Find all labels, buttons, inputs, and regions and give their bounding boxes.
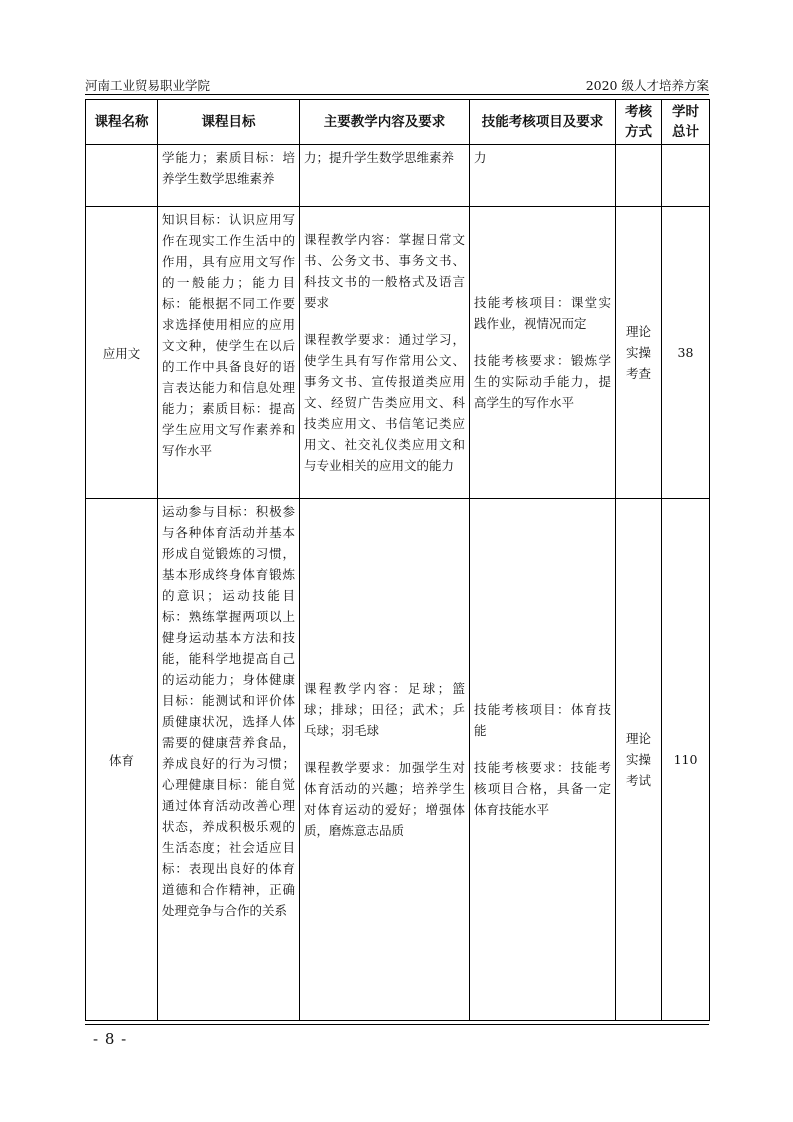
course-skill-text: 技能考核项目：课堂实践作业，视情况而定 (474, 295, 611, 331)
course-name-cell: 体育 (86, 499, 158, 1021)
table-row (86, 499, 710, 1021)
course-requirement-text: 课程教学要求：加强学生对体育活动的兴趣；培养学生对体育运动的爱好；增强体质，磨炼意志品质 (304, 760, 465, 838)
col-header-hours (662, 100, 710, 145)
course-method-cell (616, 207, 662, 499)
col-header-goal: 课程目标 (158, 100, 300, 145)
course-hours-cell (662, 145, 710, 207)
course-method-cell (616, 499, 662, 1021)
course-goal-text: 学能力；素质目标：培养学生数学思维素养 (162, 150, 295, 186)
page-number: - 8 - (93, 1030, 128, 1048)
course-name-cell (86, 145, 158, 207)
course-skill-requirement-text: 技能考核要求：技能考核项目合格，具备一定体育技能水平 (474, 760, 611, 817)
table-header-row (86, 100, 710, 145)
course-hours-cell: 110 (662, 499, 710, 1021)
course-skill-cell (470, 145, 616, 207)
col-header-hours-line2: 总计 (672, 124, 699, 140)
course-skill-cell (470, 499, 616, 1021)
school-name: 河南工业贸易职业学院 (85, 78, 211, 93)
col-header-method-line2: 方式 (625, 124, 652, 140)
course-content-cell (300, 145, 470, 207)
table-row (86, 207, 710, 499)
course-skill-text: 技能考核项目：体育技能 (474, 702, 611, 738)
program-title: 2020 级人才培养方案 (585, 78, 709, 93)
course-hours-cell: 38 (662, 207, 710, 499)
course-goal-text: 知识目标：认识应用写作在现实工作生活中的作用，具有应用文写作的一般能力；能力目标：能根据不同工作要求选择使用相应的应用文文种，使学生在以后的工作中具备良好的语言表达能力和信息处理能力；素质目标：提高学生应用文写作素养和写作水平 (162, 212, 295, 458)
course-content-text: 课程教学内容：足球；篮球；排球；田径；武术；乒乓球；羽毛球 (304, 681, 465, 738)
course-content-text: 力；提升学生数学思维素养 (304, 150, 455, 165)
col-header-content: 主要教学内容及要求 (300, 100, 470, 145)
col-header-method-line1: 考核 (625, 104, 652, 120)
course-name-cell: 应用文 (86, 207, 158, 499)
footer-divider (85, 1024, 709, 1025)
course-goal-cell (158, 499, 300, 1021)
course-skill-cell (470, 207, 616, 499)
course-content-cell (300, 207, 470, 499)
course-goal-text: 运动参与目标：积极参与各种体育活动并基本形成自觉锻炼的习惯，基本形成终身体育锻炼的意识；运动技能目标：熟练掌握两项以上健身运动基本方法和技能，能科学地提高自己的运动能力；身体健康目标：能测试和评价体质健康状况，选择人体需要的健康营养食品，养成良好的行为习惯；心理健康目标：能自觉通过体育活动改善心理状态，养成积极乐观的生活态度；社会适应目标：表现出良好的体育道德和合作精神，正确处理竞争与合作的关系 (162, 504, 295, 918)
course-skill-requirement-text: 技能考核要求：锻炼学生的实际动手能力，提高学生的写作水平 (474, 353, 611, 410)
col-header-name: 课程名称 (86, 100, 158, 145)
course-table (85, 99, 710, 1021)
course-content-cell (300, 499, 470, 1021)
course-skill-text: 力 (474, 150, 487, 165)
course-method-cell (616, 145, 662, 207)
course-goal-cell (158, 207, 300, 499)
col-header-skill: 技能考核项目及要求 (470, 100, 616, 145)
col-header-method (616, 100, 662, 145)
table-row (86, 145, 710, 207)
course-method-text: 理论实操考试 (625, 731, 651, 788)
col-header-hours-line1: 学时 (672, 104, 699, 120)
course-goal-cell (158, 145, 300, 207)
page-header (85, 76, 709, 95)
course-content-text: 课程教学内容：掌握日常文书、公务文书、事务文书、科技文书的一般格式及语言要求 (304, 232, 465, 310)
course-requirement-text: 课程教学要求：通过学习，使学生具有写作常用公文、事务文书、宣传报道类应用文、经贸广告类应用文、科技类应用文、书信笔记类应用文、社交礼仪类应用文和与专业相关的应用文的能力 (304, 332, 465, 473)
course-method-text: 理论实操考查 (625, 324, 651, 381)
